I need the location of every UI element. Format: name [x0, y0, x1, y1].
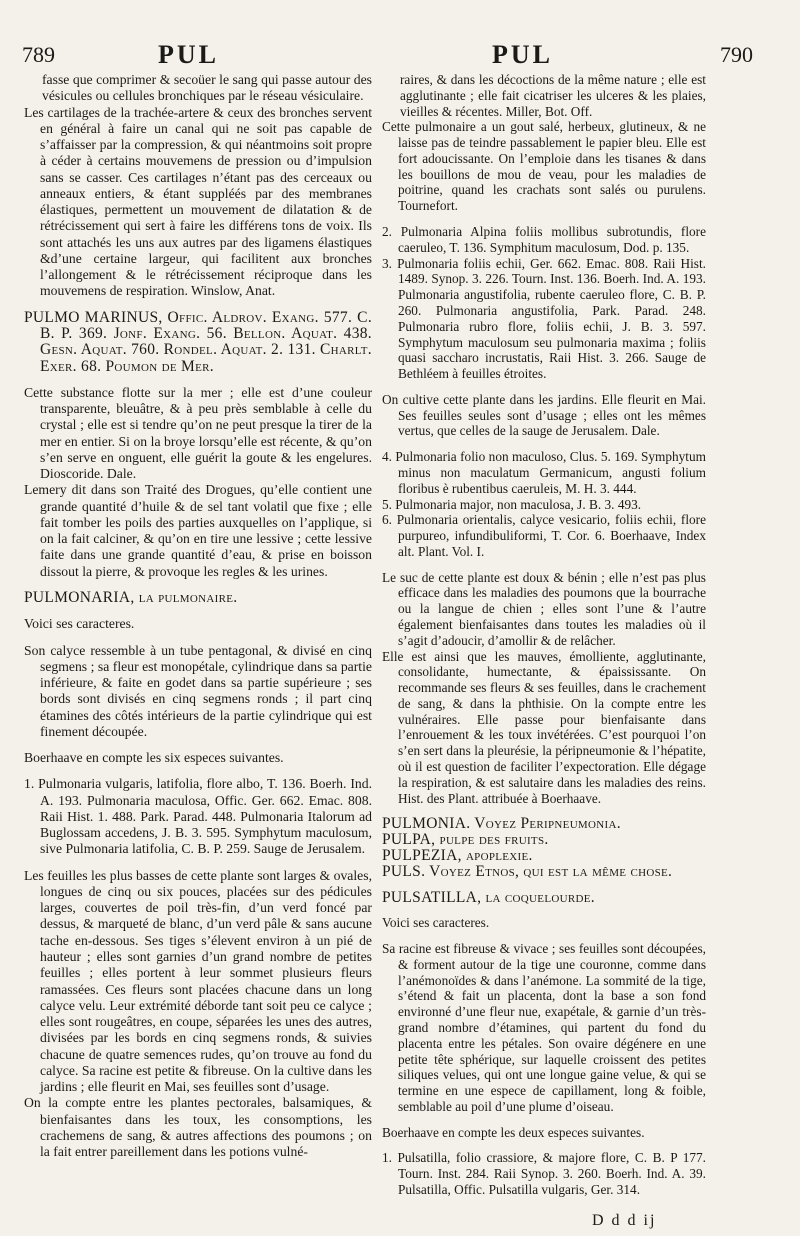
paragraph: PULMONIA. Voyez Peripneumonia.	[382, 815, 621, 833]
paragraph: 6. Pulmonaria orientalis, calyce vesicario, foliis echii, flore purpureo, infundibuliformi, T. Cor. 6. Boerhaave, Index alt. Plant. Vol. I.	[382, 512, 706, 559]
paragraph: On cultive cette plante dans les jardins. Elle fleurit en Mai. Ses feuilles seules sont d’usage ; elles ont les mêmes vertus, que celles de la sauge de Jerusalem. Dale.	[382, 391, 706, 439]
paragraph: PULS. Voyez Etnos, qui est la même chose.	[382, 862, 673, 880]
paragraph-gap	[382, 1115, 706, 1125]
paragraph: fasse que comprimer & secoüer le sang qui passe autour des vésicules ou cellules bronchiques par le réseau vésiculaire.	[42, 72, 372, 104]
paragraph: Cette substance flotte sur la mer ; elle est d’une couleur transparente, bleuâtre, & à peu près semblable à celle du crystal ; elle est si tendre qu’on ne peut presque la tirer de la mer en entier. Si on la broye lorsqu’elle est récente, & qu’on s’en serve en onguent, elle guérit la goute & les engelures. Dioscoride. Dale.	[24, 384, 372, 482]
paragraph: Sa racine est fibreuse & vivace ; ses feuilles sont découpées, & forment autour de la tige une couronne, comme dans l’anémonoïdes & dans l’anémone. La sommité de la tige, s’étend & fait un placenta, dont la base a son fond environné d’une fleur nue, exapétale, & garnie d’un très-grand nombre d’étamines, qui partent du fond du placenta entre les pétales. Son ovaire dégénere en une petite tête sphérique, sur laquelle croissent des petites siliques velues, qui ont une longue gaine velue, & qui se termine en une espece de capillament, long & foible, semblable au poil d’une plume d’oiseau.	[382, 941, 706, 1114]
paragraph: PULMO MARINUS, Offic. Aldrov. Exang. 577. C. B. P. 369. Jonf. Exang. 56. Bellon. Aquat. 438. Gesn. Aquat. 760. Rondel. Aquat. 2. 131. Charlt. Exer. 68. Poumon de Mer.	[24, 308, 372, 375]
paragraph-gap	[382, 382, 706, 392]
paragraph-gap	[382, 905, 706, 915]
paragraph: PULPEZIA, apoplexie.	[382, 846, 533, 864]
paragraph-gap	[382, 439, 706, 449]
paragraph-gap	[24, 858, 372, 868]
page-number-right: 790	[720, 42, 753, 67]
right-column	[382, 72, 706, 1198]
paragraph: PULSATILLA, la coquelourde.	[382, 888, 595, 906]
paragraph-gap	[24, 740, 372, 750]
signature-mark: D d d ij	[592, 1212, 657, 1229]
paragraph-gap	[382, 931, 706, 941]
paragraph-gap	[24, 606, 372, 616]
paragraph-gap	[24, 375, 372, 385]
paragraph: Le suc de cette plante est doux & bénin ; elle n’est pas plus efficace dans les maladies des poumons que la bourrache ou la langue de chien ; elles sont l’une & l’autre également bienfaisantes dans toutes les maladies où il s’agit d’adoucir, d’amollir & de relâcher.	[382, 569, 706, 648]
running-head-left: PUL	[158, 40, 219, 69]
paragraph-gap	[382, 880, 706, 890]
running-head-right: PUL	[492, 40, 553, 69]
paragraph: Voici ses caracteres.	[24, 616, 135, 632]
paragraph: Son calyce ressemble à un tube pentagonal, & divisé en cinq segmens ; sa fleur est monopétale, cylindrique dans sa partie inférieure, & faite en godet dans sa partie supérieure ; ses bords sont divisés en cinq segmens ronds ; il part cinq étamines des côtés intérieurs de la partie cylindrique qui est finement découpée.	[24, 642, 372, 739]
paragraph: Cette pulmonaire a un gout salé, herbeux, glutineux, & ne laisse pas de teindre passablement le papier bleu. Elle est fort adoucissante. On l’emploie dans les tisanes & dans les bouillons de mou de veau, pour les maladies de poitrine, quand les crachats sont salés ou purulens. Tournefort.	[382, 119, 706, 214]
paragraph: 4. Pulmonaria folio non maculoso, Clus. 5. 169. Symphytum minus non maculatum Germanicum, angusti folium floribus è rubentibus caeruleis, M. H. 3. 444.	[382, 449, 706, 496]
paragraph: raires, & dans les décoctions de la même nature ; elle est agglutinante ; elle fait cicatriser les ulceres & les plaies, vieilles & récentes. Miller, Bot. Off.	[400, 72, 706, 119]
paragraph: PULMONARIA, la pulmonaire.	[24, 588, 238, 606]
paragraph-gap	[382, 214, 706, 224]
paragraph: 5. Pulmonaria major, non maculosa, J. B. 3. 493.	[382, 496, 642, 512]
paragraph: 1. Pulmonaria vulgaris, latifolia, flore albo, T. 136. Boerh. Ind. A. 193. Pulmonaria maculosa, Offic. Ger. 662. Emac. 808. Raii Hist. 1. 488. Park. Parad. 448. Pulmonaria Italorum ad Buglossam accedens, J. B. 3. 595. Symphytum maculosum, sive Pulmonaria latifolia, C. B. P. 259. Sauge de Jerusalem.	[24, 776, 372, 857]
paragraph: Boerhaave en compte les deux especes suivantes.	[382, 1124, 645, 1140]
paragraph-gap	[24, 766, 372, 776]
paragraph-gap	[382, 1140, 706, 1150]
paragraph: Lemery dit dans son Traité des Drogues, qu’elle contient une grande quantité d’huile & de sel tant volatil que fixe ; elle fait tomber les poils des parties auxquelles on l’applique, si on la fait calciner, & qu’on en tire une lessive ; cette lessive faite dans une grande quantité d’eau, & prise en boisson dissout la pierre, & provoque les regles & les urines.	[24, 482, 372, 579]
paragraph-gap	[382, 560, 706, 570]
paragraph: Les cartilages de la trachée-artere & ceux des bronches servent en général à faire un canal qui ne soit pas capable de s’affaisser par la compression, & qui néantmoins soit propre à céder à certains mouvemens de pression ou d’impulsion sans se casser. Ces cartilages n’étant pas des cerceaux ou anneaux entiers, & étant suppléés par des membranes élastiques, permettent un mouvement de dilatation & de rétrécissement qui sert à faire les différens tons de voix. Ils sont attachés les uns aux autres par des ligamens élastiques &d’une certaine largeur, qui facilitent aux bronches l’allongement & le rétrécissement réciproque dans les mouvemens de respiration. Winslow, Anat.	[24, 104, 372, 299]
paragraph: Voici ses caracteres.	[382, 915, 490, 931]
paragraph: 3. Pulmonaria foliis echii, Ger. 662. Emac. 808. Raii Hist. 1489. Synop. 3. 226. Tourn. Inst. 136. Boerh. Ind. A. 193. Pulmonaria angustifolia, rubente caeruleo flore, C. B. P. 260. Pulmonaria angustifolia, Park. Parad. 248. Pulmonaria rubro flore, foliis echii, J. B. 3. 597. Symphytum maculosum seu pulmonaria maxima ; foliis quasi saccharo incrustatis, Raii Hist. 3. 266. Sauge de Bethléem à feuilles étroites.	[382, 255, 706, 382]
paragraph-gap	[24, 633, 372, 643]
paragraph: 1. Pulsatilla, folio crassiore, & majore flore, C. B. P 177. Tourn. Inst. 284. Raii Synop. 3. 260. Boerh. Ind. A. 39. Pulsatilla, Offic. Pulsatilla vulgaris, Ger. 314.	[382, 1150, 706, 1197]
paragraph: Boerhaave en compte les six especes suivantes.	[24, 750, 284, 766]
paragraph: PULPA, pulpe des fruits.	[382, 831, 549, 849]
page-number-left: 789	[22, 42, 55, 67]
paragraph: Les feuilles les plus basses de cette plante sont larges & ovales, longues de cinq ou six pouces, placées sur des pédicules larges, couvertes de poil très-fin, d’un verd foncé par dessus, & marqueté de blanc, d’un verd pâle & sans aucune tache en-dessous. Ses tiges s’élevent environ à un pié de hauteur ; elles sont garnies d’un grand nombre de petites feuilles ; elles portent à leur sommet plusieurs fleurs ramassées. Ces fleurs sont placées chacune dans un long calyce velu. Leur extrémité déborde tant soit peu ce calyce ; elles sont rougeâtres, en coupe, séparées les unes des autres, divisées par les bords en cinq segmens ronds, & suivies chacune de quatre semences rudes, qu’on trouve au fond du calyce. Sa racine est petite & fibreuse. On la cultive dans les jardins ; elle fleurit en Mai, ses feuilles sont d’usage.	[24, 867, 372, 1095]
paragraph: On la compte entre les plantes pectorales, balsamiques, & bienfaisantes dans les toux, les consomptions, les crachemens de sang, & autres affections des poumons ; on la fait entrer pareillement dans les potions vulné-	[24, 1095, 372, 1160]
paragraph: 2. Pulmonaria Alpina foliis mollibus subrotundis, flore caeruleo, T. 136. Symphitum maculosum, Dod. p. 135.	[382, 224, 706, 255]
paragraph: Elle est ainsi que les mauves, émolliente, agglutinante, consolidante, humectante, & épaississante. On recommande ses fleurs & ses feuilles, dans le crachement de sang, & dans la phthisie. On la compte entre les vulnéraires. Elle passe pour bienfaisante dans l’enrouement & les toux invétérées. C’est pourquoi l’on s’en sert dans la pleurésie, la péripneumonie & l’hépatite, où il est question de faciliter l’expectoration. Elle dégage la respiration, & est salutaire dans les maladies des reins. Hist. des Plant. attribuée à Boerhaave.	[382, 648, 706, 806]
left-column	[24, 72, 372, 1160]
